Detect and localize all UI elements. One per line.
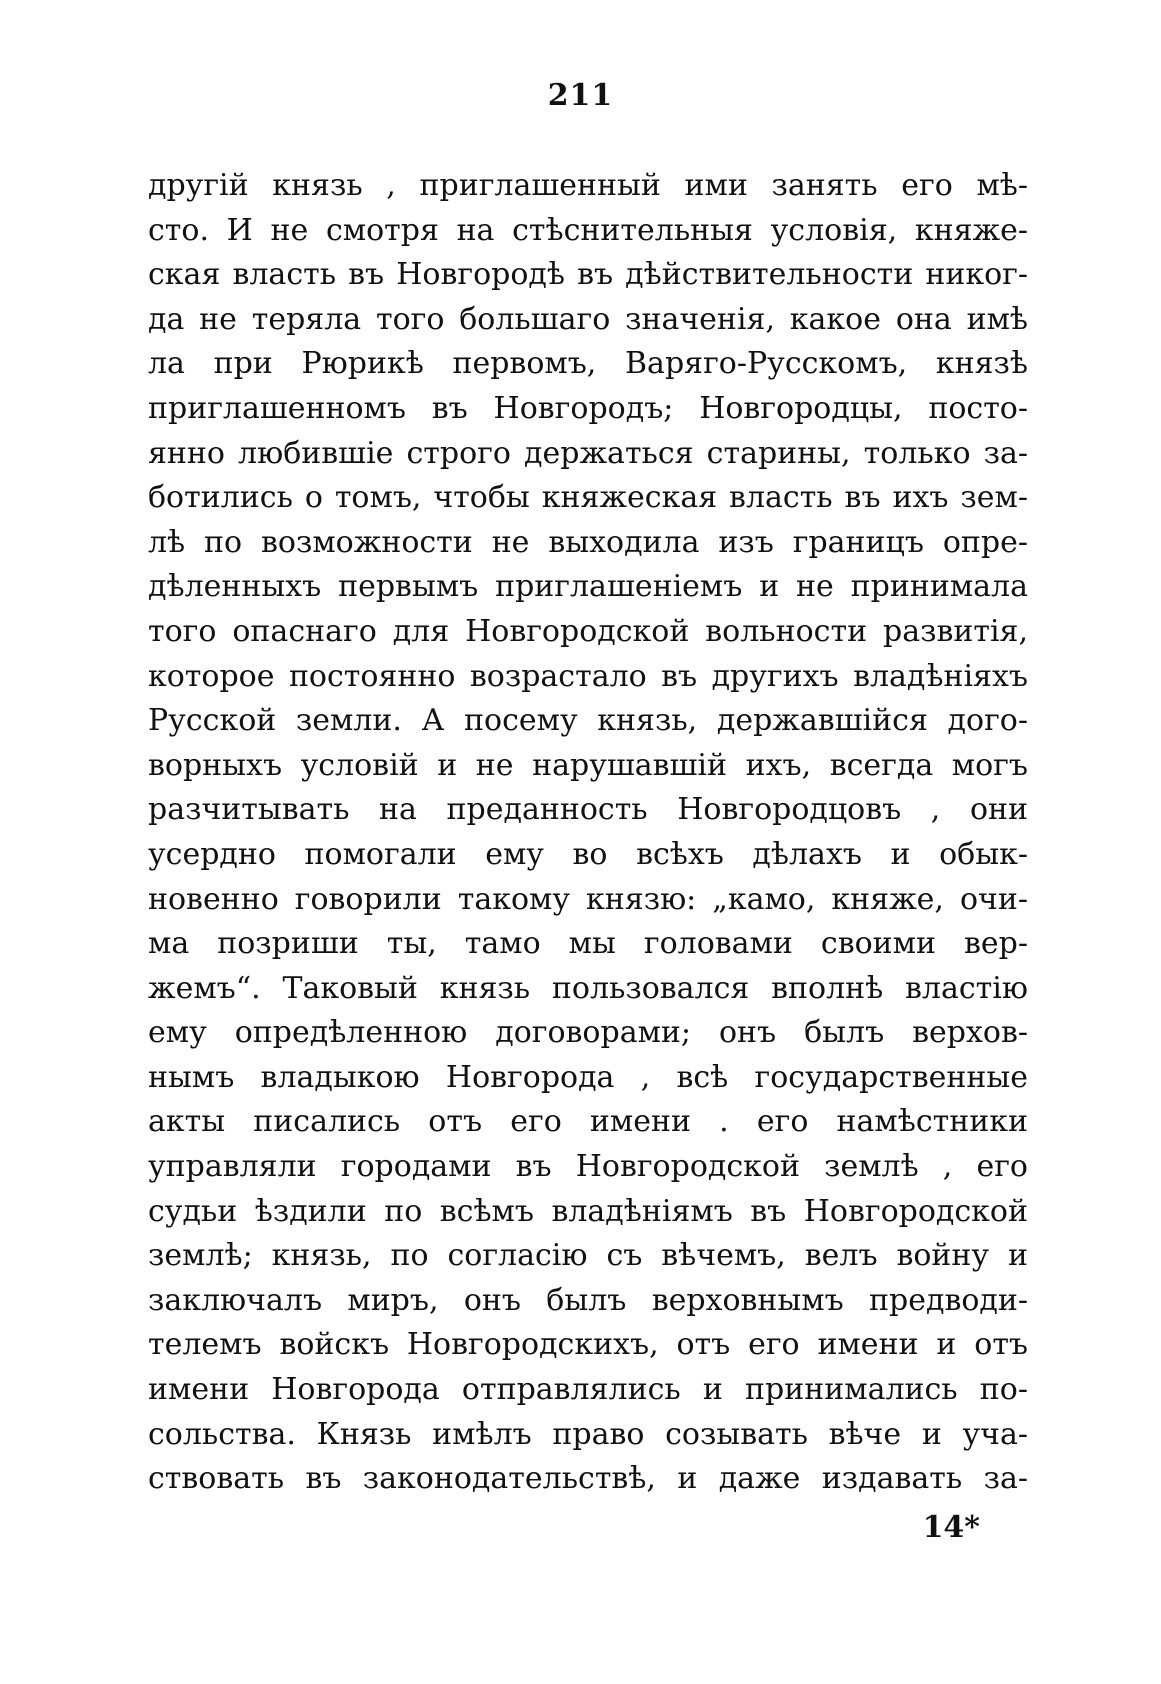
text-line: нымъ владыкою Новгорода , всѣ государственные bbox=[148, 1059, 1028, 1095]
text-line: имени Новгорода отправлялись и принимались по- bbox=[148, 1372, 1028, 1408]
text-line: жемъ“. Таковый князь пользовался вполнѣ властію bbox=[148, 970, 1028, 1006]
text-line: землѣ; князь, по согласію съ вѣчемъ, велъ войну и bbox=[148, 1238, 1028, 1274]
text-line: янно любившіе строго держаться старины, только за- bbox=[148, 435, 1028, 471]
text-line: акты писались отъ его имени . его намѣстники bbox=[148, 1104, 1028, 1140]
signature-mark: 14* bbox=[922, 1510, 980, 1545]
text-line: да не теряла того большаго значенія, какое она имѣ bbox=[148, 301, 1028, 337]
text-line: ему опредѣленною договорами; онъ былъ верхов- bbox=[148, 1015, 1028, 1051]
text-line: сто. И не смотря на стѣснительныя условія, княже- bbox=[148, 212, 1028, 248]
text-line: Русской земли. А посему князь, державшійся дого- bbox=[148, 703, 1028, 739]
text-line: того опаснаго для Новгородской вольности развитія, bbox=[148, 613, 1028, 649]
text-line: новенно говорили такому князю: „камо, княже, очи- bbox=[148, 881, 1028, 917]
text-line: лѣ по возможности не выходила изъ границъ опре- bbox=[148, 524, 1028, 560]
text-line: ская власть въ Новгородѣ въ дѣйствительности никог- bbox=[148, 257, 1028, 293]
text-line: разчитывать на преданность Новгородцовъ , они bbox=[148, 792, 1028, 828]
text-line: ботились о томъ, чтобы княжеская власть въ ихъ зем- bbox=[148, 480, 1028, 516]
text-line: которое постоянно возрастало въ другихъ владѣніяхъ bbox=[148, 658, 1028, 694]
text-line: телемъ войскъ Новгородскихъ, отъ его имени и отъ bbox=[148, 1327, 1028, 1363]
text-line: ствовать въ законодательствѣ, и даже издавать за- bbox=[148, 1461, 1028, 1497]
body-text bbox=[148, 164, 1028, 1502]
text-line: судьи ѣздили по всѣмъ владѣніямъ въ Новгородской bbox=[148, 1193, 1028, 1229]
text-line: ворныхъ условій и не нарушавшій ихъ, всегда могъ bbox=[148, 747, 1028, 783]
text-line: другій князь , приглашенный ими занять его мѣ- bbox=[148, 168, 1028, 203]
text-line: заключалъ миръ, онъ былъ верховнымъ предводи- bbox=[148, 1282, 1028, 1318]
text-line: усердно помогали ему во всѣхъ дѣлахъ и обык- bbox=[148, 836, 1028, 872]
text-line: ма позриши ты, тамо мы головами своими вер- bbox=[148, 926, 1028, 962]
text-line: ла при Рюрикѣ первомъ, Варяго-Русскомъ, князѣ bbox=[148, 346, 1028, 382]
text-line: приглашенномъ въ Новгородъ; Новгородцы, посто- bbox=[148, 390, 1028, 426]
text-line: сольства. Князь имѣлъ право созывать вѣче и уча- bbox=[148, 1416, 1028, 1452]
text-line: управляли городами въ Новгородской землѣ , его bbox=[148, 1149, 1028, 1185]
text-line: дѣленныхъ первымъ приглашеніемъ и не принимала bbox=[148, 569, 1028, 605]
page-number: 211 bbox=[547, 78, 614, 113]
